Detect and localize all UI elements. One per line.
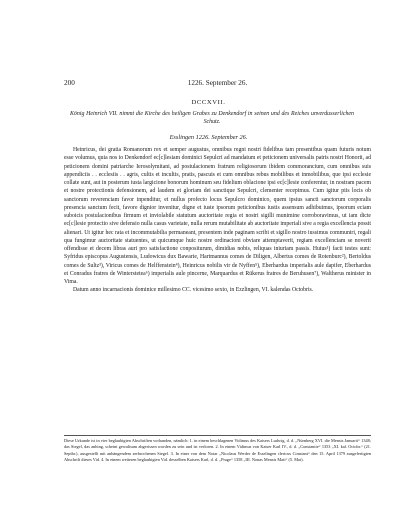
regest-summary: König Heinrich VII. nimmt die Kirche des heiligen Grabes zu Denkendorf in seinen und des Reiches unverdusserlichen Schutz. [70,111,354,125]
footnote-divider [64,435,371,436]
footnotes [64,438,371,463]
charter-paragraph: Heinricus, dei gratia Romanorum rex et semper augustus, omnibus regni nostri fidelibus tam presentibus quam futuris notum esse volumus, quia nos io Denkendorf ec[c]lesiam dominici Sepulcri ad mandatum et peticionem universalis patris nostri Honorii, ad peticionem domini patriarche Ierosolymitani, ad postulacionem fratrum religiosorum ibidem commorancium, cum omnibus suis appendiciis . . ecclesiis . . agris, cultis et incultis, pratis, pascuis et cum omnibus rebus mobilibus et inmobilibus, que ipsi ecclesie collate sunt, aut in posterum iusta largicione bonorum hominum seu fidelium oblacione ipsi ec[c]lesie conferentur, in nostram pacem et nostre protectionis defensionem, ad laudem et gloriam dei sanctique Sepulcri, clementer recepimus. Cum igitur piis locis ob sanctorum reverenciam favor inpenditur, et nullus profecto locus Sepulcro dominico, quem ipsius sancti sanctorum corporalis presencia sanctum fecit, favore dignior invenitur, digne et iuste ipsorum peticionibus iustis assensum adhibuimus, ipsorum eciam suboicis postulacionibus firmum et inviolabile statutum auctoritate regia et nostri sigilli munimine corroboravimus, ut iam dicte ec[c]lesie protectio sive defensio nulla casus varietate, nulla rerum mutabilitate ab auctoritate imperiali sive a regia excellencia possit alienari. Ut igitur hec rata et incommutabilia permaneant, presentem inde paginam scribi et sigillo nostro iussimus communiri, regali qua fungimur auctoritate statuentes, ut quicumque huic nostre ordinacioni obviare attemptaverit, regiam excellenciam se noverit offendisse et decem libras auri pro satisfactione conpositurum, dimidias nobis, reliquas iniuriam passis. Huius¹) facti testes sunt: Syfridus episcopus Augustensis, Ludowicus dux Bawarie, Hartmannus comes de Diligen, Albertus comes de Rotenburc²), Bertoldus comes de Sultz³), Viricus comes de Helffenstein⁴), Heinricus nobilis vir de Nyffen⁵), Eberhardus imperialis aule dapifer, Eberhardus et Conradus fratres de Winterstetea⁶) imperialis aule pincerne, Marquardus et Rükerus fratres de Beruhusen⁷), Waltherus minister in Vima. [64,147,371,285]
page-number: 200 [64,79,75,87]
document-number: DCCXVII. [191,99,226,106]
running-head: 1226. September 26. [187,79,248,87]
dating-clause: Datum anno incarnacionis dominice millesimo CC. vicesimo sexto, in Ezzlingen, VI. kalendas Octobris. [73,287,314,294]
charter-text [64,146,371,295]
footnote-text: Diese Urkunde ist in vier beglaubigten Abschriften vorhanden, nämlich: 1. in einem beschlagenen Vidimus des Kaisers Ludwig, d. d. „Nürnberg XVI. die Mensis Januarii“ 1348; das Siegel, das anhing, scheint gewaltsam abgerissen worden zu sein und ist verloren. 2. In einem Vidimus von Kaiser Karl IV., d. d. „Constantie“ 1353 „XI. kal. Octobr.“ (21. Septbr.), ausgestellt mit anhängendem zerbrochenen Siegel. 3. In einer von dem Notar „Nicolaus Werder de Esselingen clericus Constant“ den 15. April 1379 ausgefertigten Abschrift dieses Vid. 4. In einem weiteren beglaubigten Vid. desselben Kaisers Karl, d. d. „Prage“ 1358 „III. Nonas Mensis Maii“ (5. Mai). [64,438,371,462]
dateline: Esslingen 1226. September 26. [169,134,248,141]
page-header [64,79,371,88]
